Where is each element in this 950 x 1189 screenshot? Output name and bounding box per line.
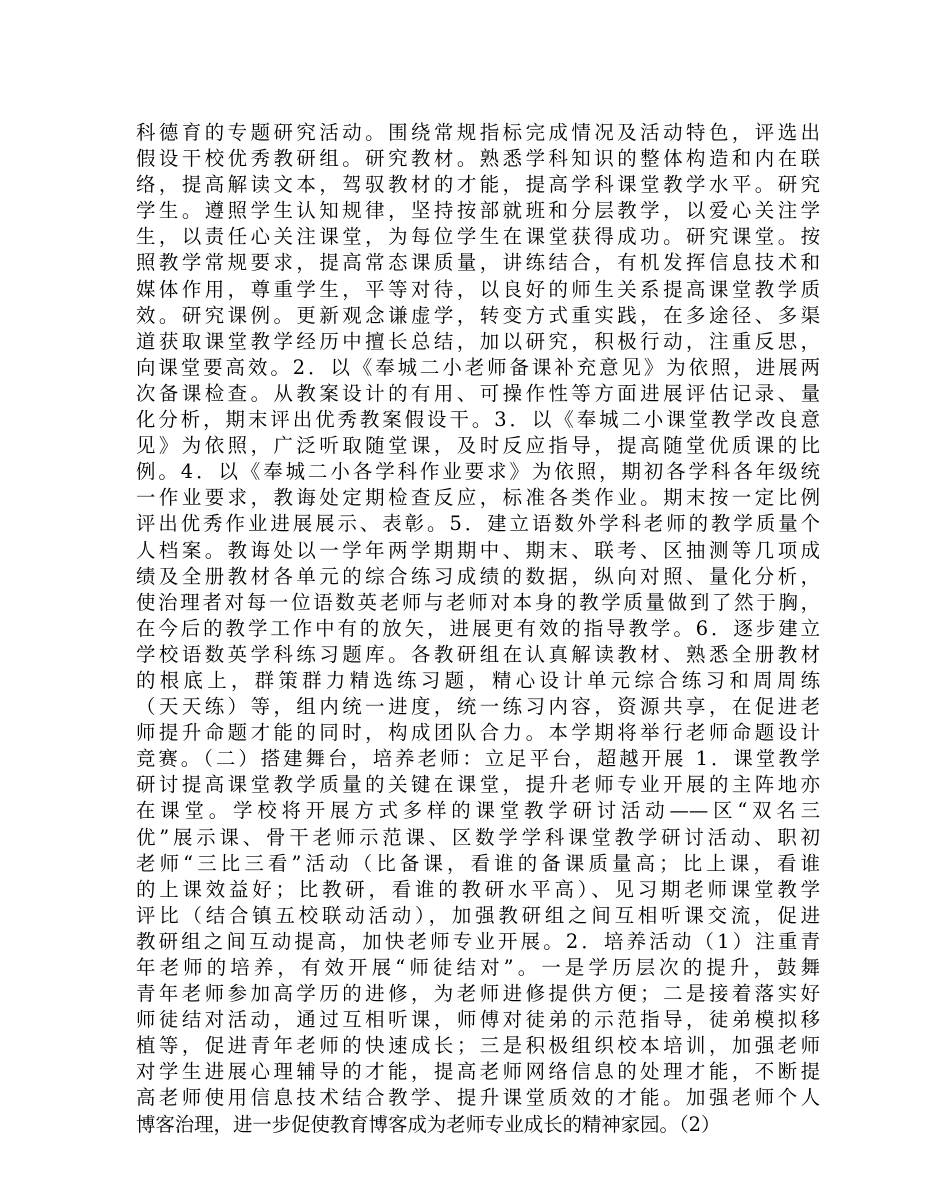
text-line: 化分析，期末评出优秀教案假设干。3．以《奉城二小课堂教学改良意 (136, 408, 820, 432)
text-line: 次备课检查。从教案设计的有用、可操作性等方面进展评估记录、量 (136, 381, 820, 405)
text-line: 师提升命题才能的同时，构成团队合力。本学期将举行老师命题设计 (136, 721, 820, 745)
text-line: 媒体作用，尊重学生，平等对待，以良好的师生关系提高课堂教学质 (136, 277, 820, 301)
text-line: 人档案。教诲处以一学年两学期期中、期末、联考、区抽测等几项成 (136, 538, 820, 562)
text-line: 竞赛。（二）搭建舞台，培养老师：立足平台，超越开展 1．课堂教学 (136, 747, 820, 771)
text-line: （天天练）等，组内统一进度，统一练习内容，资源共享，在促进老 (136, 695, 820, 719)
body-text (136, 120, 820, 1138)
text-line: 研讨提高课堂教学质量的关键在课堂，提升老师专业开展的主阵地亦 (136, 773, 820, 797)
text-line: 道获取课堂教学经历中擅长总结，加以研究，积极行动，注重反思， (136, 329, 820, 353)
text-line: 的根底上，群策群力精选练习题，精心设计单元综合练习和周周练 (136, 668, 820, 692)
text-line: 向课堂要高效。2．以《奉城二小老师备课补充意见》为依照，进展两 (136, 355, 820, 379)
text-line: 在今后的教学工作中有的放矢，进展更有效的指导教学。6．逐步建立 (136, 616, 820, 640)
text-line: 植等，促进青年老师的快速成长；三是积极组织校本培训，加强老师 (136, 1034, 820, 1058)
text-line: 对学生进展心理辅导的才能，提高老师网络信息的处理才能，不断提 (136, 1060, 820, 1084)
text-line: 高老师使用信息技术结合教学、提升课堂质效的才能。加强老师个人 (136, 1086, 820, 1110)
text-line: 评比（结合镇五校联动活动），加强教研组之间互相听课交流，促进 (136, 903, 820, 927)
text-line: 的上课效益好；比教研，看谁的教研水平高）、见习期老师课堂教学 (136, 877, 820, 901)
text-line: 优”展示课、骨干老师示范课、区数学学科课堂教学研讨活动、职初 (136, 825, 820, 849)
text-line: 络，提高解读文本，驾驭教材的才能，提高学科课堂教学水平。研究 (136, 173, 820, 197)
text-line: 在课堂。学校将开展方式多样的课堂教学研讨活动——区“双名三 (136, 799, 820, 823)
text-line: 一作业要求，教诲处定期检查反应，标准各类作业。期末按一定比例 (136, 486, 820, 510)
text-line: 评出优秀作业进展展示、表彰。5．建立语数外学科老师的教学质量个 (136, 512, 820, 536)
text-line: 照教学常规要求，提高常态课质量，讲练结合，有机发挥信息技术和 (136, 251, 820, 275)
text-line: 生，以责任心关注课堂，为每位学生在课堂获得成功。研究课堂。按 (136, 225, 820, 249)
text-line: 绩及全册教材各单元的综合练习成绩的数据，纵向对照、量化分析， (136, 564, 820, 588)
text-line: 老师“三比三看”活动（比备课，看谁的备课质量高；比上课，看谁 (136, 851, 820, 875)
text-line: 例。4．以《奉城二小各学科作业要求》为依照，期初各学科各年级统 (136, 460, 820, 484)
text-line: 学生。遵照学生认知规律，坚持按部就班和分层教学，以爱心关注学 (136, 199, 820, 223)
text-line: 博客治理，进一步促使教育博客成为老师专业成长的精神家园。（2） (136, 1112, 721, 1136)
text-line: 科德育的专题研究活动。围绕常规指标完成情况及活动特色，评选出 (136, 121, 820, 144)
text-line: 教研组之间互动提高，加快老师专业开展。2．培养活动（1）注重青 (136, 929, 820, 953)
text-line: 学校语数英学科练习题库。各教研组在认真解读教材、熟悉全册教材 (136, 642, 820, 666)
text-line: 师徒结对活动，通过互相听课，师傅对徒弟的示范指导，徒弟模拟移 (136, 1008, 820, 1032)
text-line: 假设干校优秀教研组。研究教材。熟悉学科知识的整体构造和内在联 (136, 147, 820, 171)
text-line: 效。研究课例。更新观念谦虚学，转变方式重实践，在多途径、多渠 (136, 303, 820, 327)
text-line: 年老师的培养，有效开展“师徒结对”。一是学历层次的提升，鼓舞 (136, 956, 820, 979)
text-line: 使治理者对每一位语数英老师与老师对本身的教学质量做到了然于胸， (136, 590, 820, 614)
text-line: 见》为依照，广泛听取随堂课，及时反应指导，提高随堂优质课的比 (136, 434, 820, 458)
text-line: 青年老师参加高学历的进修，为老师进修提供方便；二是接着落实好 (136, 982, 820, 1006)
